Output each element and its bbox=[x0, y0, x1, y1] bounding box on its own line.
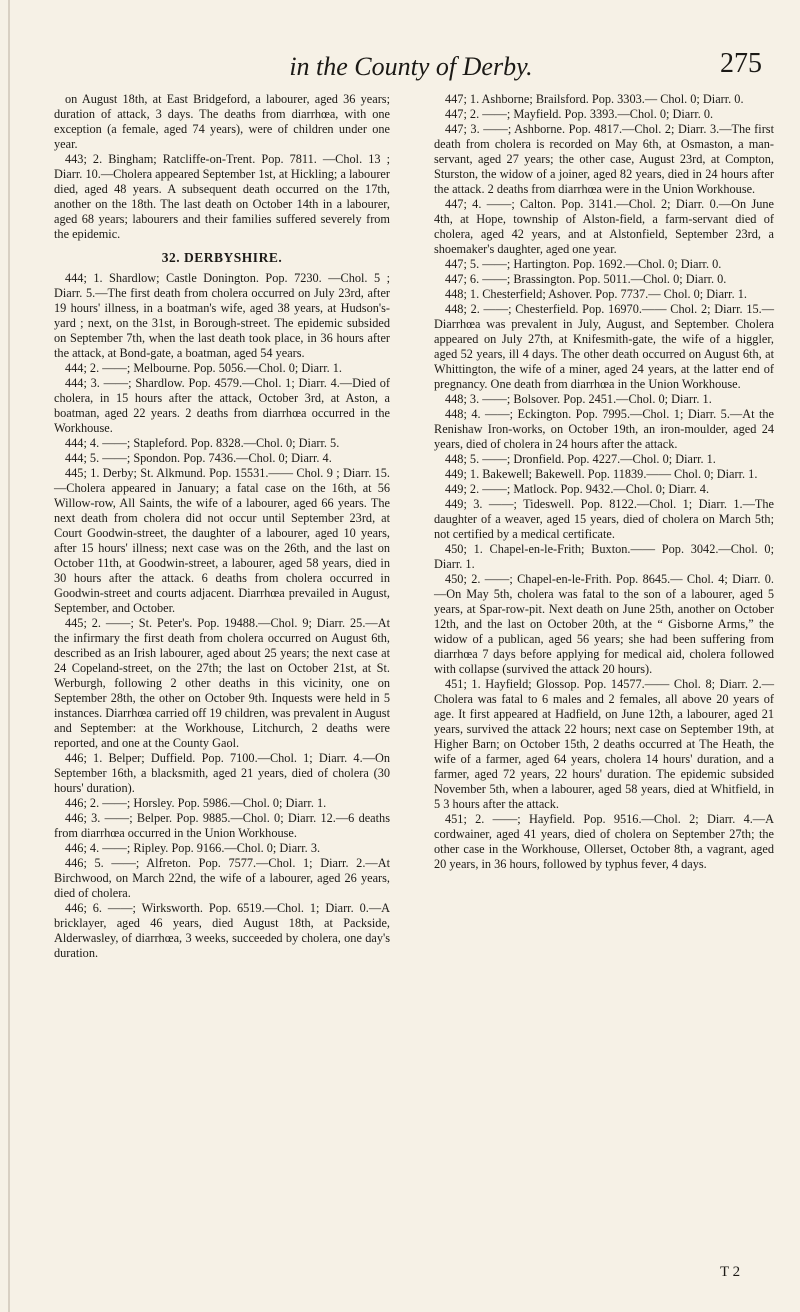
paragraph: 444; 3. ——; Shardlow. Pop. 4579.—Chol. 1; Diarr. 4.—Died of cholera, in 15 hours after the attack, October 3rd, at Aston, a boatman, aged 22 years. 2 deaths from diarrhœa occurred in the Workhouse. bbox=[54, 376, 390, 435]
paragraph: 443; 2. Bingham; Ratcliffe-on-Trent. Pop. 7811. —Chol. 13 ; Diarr. 10.—Cholera appeared September 1st, at Hickling; a labourer died, aged 48 years. A subsequent death occurred on the 17th, another on the 18th. The last death on October 14th in a labourer, aged 68 years; labourers and their families suffered severely from the epidemic. bbox=[54, 152, 390, 241]
paragraph: 448; 1. Chesterfield; Ashover. Pop. 7737.— Chol. 0; Diarr. 1. bbox=[445, 287, 747, 301]
running-title: in the County of Derby. bbox=[289, 52, 533, 81]
page-number: 275 bbox=[720, 48, 762, 79]
paragraph: 444; 5. ——; Spondon. Pop. 7436.—Chol. 0; Diarr. 4. bbox=[65, 451, 332, 465]
paragraph: 444; 2. ——; Melbourne. Pop. 5056.—Chol. 0; Diarr. 1. bbox=[65, 361, 343, 375]
paragraph: on August 18th, at East Bridgeford, a labourer, aged 36 years; duration of attack, 3 days. The deaths from diarrhœa, with one exception (a female, aged 74 years), were of children under one year. bbox=[54, 92, 390, 151]
paragraph: 449; 3. ——; Tideswell. Pop. 8122.—Chol. 1; Diarr. 1.—The daughter of a weaver, aged 15 years, died of cholera on March 5th; not certified by a medical certificate. bbox=[434, 497, 774, 541]
paragraph: 446; 6. ——; Wirksworth. Pop. 6519.—Chol. 1; Diarr. 0.—A bricklayer, aged 46 years, died August 18th, at Packside, Alderwasley, of diarrhœa, 3 weeks, succeeded by cholera, one day's duration. bbox=[54, 901, 390, 960]
paragraph: 446; 3. ——; Belper. Pop. 9885.—Chol. 0; Diarr. 12.—6 deaths from diarrhœa occurred in the Union Workhouse. bbox=[54, 811, 390, 840]
paragraph: 444; 4. ——; Stapleford. Pop. 8328.—Chol. 0; Diarr. 5. bbox=[65, 436, 340, 450]
page-edge bbox=[8, 0, 10, 1312]
paragraph: 447; 5. ——; Hartington. Pop. 1692.—Chol. 0; Diarr. 0. bbox=[445, 257, 722, 271]
paragraph: 447; 4. ——; Calton. Pop. 3141.—Chol. 2; Diarr. 0.—On June 4th, at Hope, township of Alston-field, a farm-servant died of cholera, aged 42 years, and at Alstonfield, September 23rd, a shoemaker's daughter, aged one year. bbox=[434, 197, 774, 256]
paragraph: 445; 1. Derby; St. Alkmund. Pop. 15531.—— Chol. 9 ; Diarr. 15.—Cholera appeared in January; a fatal case on the 16th, at 56 Willow-row, All Saints, the wife of a labourer, aged 66 years. The next death from cholera did not occur until September 23rd, at Court Goodwin-street, the daughter of a labourer, aged 10 years, after 15 hours' illness; next case was on the 26th, and the last on October 11th, at Goodwin-street, a labourer, aged 58 years, died in 30 hours after the attack. 6 deaths from cholera occurred in Goodwin-street and courts adjacent. Diarrhœa prevailed in August, September, and October. bbox=[54, 466, 390, 615]
paragraph: 450; 2. ——; Chapel-en-le-Frith. Pop. 8645.— Chol. 4; Diarr. 0.—On May 5th, cholera was fatal to the son of a labourer, aged 5 years, at Spar-row-pit. Next death on June 25th, another on October 12th, and the last on October 20th, at the “ Gisborne Arms,” the widow of a publican, aged 56 years; she had been suffering from diarrhœa 7 days before applying for medical aid, cholera followed with collapse (survived the attack 20 hours). bbox=[434, 572, 774, 676]
paragraph: 450; 1. Chapel-en-le-Frith; Buxton.—— Pop. 3042.—Chol. 0; Diarr. 1. bbox=[434, 542, 774, 571]
paragraph: 446; 1. Belper; Duffield. Pop. 7100.—Chol. 1; Diarr. 4.—On September 16th, a blacksmith, aged 21 years, died of cholera (30 hours' duration). bbox=[54, 751, 390, 795]
paragraph: 449; 2. ——; Matlock. Pop. 9432.—Chol. 0; Diarr. 4. bbox=[445, 482, 710, 496]
paragraph: 447; 6. ——; Brassington. Pop. 5011.—Chol. 0; Diarr. 0. bbox=[445, 272, 727, 286]
section-heading: 32. DERBYSHIRE. bbox=[161, 250, 283, 265]
paragraph: 446; 4. ——; Ripley. Pop. 9166.—Chol. 0; Diarr. 3. bbox=[65, 841, 321, 855]
paragraph: 446; 2. ——; Horsley. Pop. 5986.—Chol. 0; Diarr. 1. bbox=[65, 796, 327, 810]
right-column bbox=[434, 92, 774, 872]
paragraph: 447; 1. Ashborne; Brailsford. Pop. 3303.— Chol. 0; Diarr. 0. bbox=[445, 92, 744, 106]
paragraph: 451; 2. ——; Hayfield. Pop. 9516.—Chol. 2; Diarr. 4.—A cordwainer, aged 41 years, died of cholera on September 27th; the other case in the Workhouse, Ollerset, October 8th, a vagrant, aged 20 years, in 36 hours, followed by typhus fever, 4 days. bbox=[434, 812, 774, 871]
paragraph: 446; 5. ——; Alfreton. Pop. 7577.—Chol. 1; Diarr. 2.—At Birchwood, on March 22nd, the wife of a labourer, aged 26 years, died of cholera. bbox=[54, 856, 390, 900]
running-header bbox=[60, 44, 762, 84]
paragraph: 447; 3. ——; Ashborne. Pop. 4817.—Chol. 2; Diarr. 3.—The first death from cholera is recorded on May 6th, at Osmaston, a man-servant, aged 27 years; the other case, August 23rd, at Compton, Sturston, the widow of a joiner, aged 82 years, died in 24 hours after the attack. 2 deaths from diarrhœa were in the Union Workhouse. bbox=[434, 122, 774, 196]
paragraph: 445; 2. ——; St. Peter's. Pop. 19488.—Chol. 9; Diarr. 25.—At the infirmary the first death from cholera occurred on August 6th, described as an Irish labourer, aged about 25 years; the next case at 24 Copeland-street, on the 27th; the last on October 21st, at St. Werburgh, following 2 other deaths in this vicinity, one on September 28th, the other on October 9th. Inquests were held in 5 instances. Diarrhœa carried off 19 children, was prevalent in August and September: at the Workhouse, Litchurch, 2 deaths were reported, and one at the County Gaol. bbox=[54, 616, 390, 750]
left-column bbox=[54, 92, 390, 961]
paragraph: 448; 2. ——; Chesterfield. Pop. 16970.—— Chol. 2; Diarr. 15.—Diarrhœa was prevalent in July, August, and September. Cholera appeared on July 27th, at Knifesmith-gate, the wife of a higgler, aged 52 years, ill 4 days. The other death occurred on August 6th, at Whittington, the wife of a miner, aged 24 years, at the latter end of pregnancy. One death from diarrhœa in the Union Workhouse. bbox=[434, 302, 774, 391]
paragraph: 448; 5. ——; Dronfield. Pop. 4227.—Chol. 0; Diarr. 1. bbox=[445, 452, 716, 466]
paragraph: 449; 1. Bakewell; Bakewell. Pop. 11839.—— Chol. 0; Diarr. 1. bbox=[445, 467, 758, 481]
paragraph: 451; 1. Hayfield; Glossop. Pop. 14577.—— Chol. 8; Diarr. 2.—Cholera was fatal to 6 males and 2 females, all above 20 years of age. It first appeared at Hadfield, on June 12th, a labourer, aged 21 years, survived the attack 22 hours; next case on September 19th, at Higher Barn; on October 15th, 2 deaths occurred at The Heath, the wife of a farmer, aged 64 years, cholera 14 hours' duration, and a farmer, aged 72 years, 22 hours' duration. The epidemic subsided November 5th, when a labourer, aged 58 years, died at Whitfield, in 5 3 hours after the attack. bbox=[434, 677, 774, 811]
signature-mark: T 2 bbox=[720, 1264, 741, 1280]
paragraph: 448; 4. ——; Eckington. Pop. 7995.—Chol. 1; Diarr. 5.—At the Renishaw Iron-works, on October 19th, an iron-moulder, aged 24 years, died of cholera in 24 hours after the attack. bbox=[434, 407, 774, 451]
paragraph: 444; 1. Shardlow; Castle Donington. Pop. 7230. —Chol. 5 ; Diarr. 5.—The first death from cholera occurred on July 23rd, after 19 hours' illness, in a boatman's wife, aged 38 years, at Hudson's-yard ; next, on the 31st, in Borough-street. The epidemic subsided on September 7th, when the last death took place, in 36 hours after the attack, at Bond-gate, a boatman, aged 54 years. bbox=[54, 271, 390, 360]
paragraph: 447; 2. ——; Mayfield. Pop. 3393.—Chol. 0; Diarr. 0. bbox=[445, 107, 714, 121]
paragraph: 448; 3. ——; Bolsover. Pop. 2451.—Chol. 0; Diarr. 1. bbox=[445, 392, 712, 406]
